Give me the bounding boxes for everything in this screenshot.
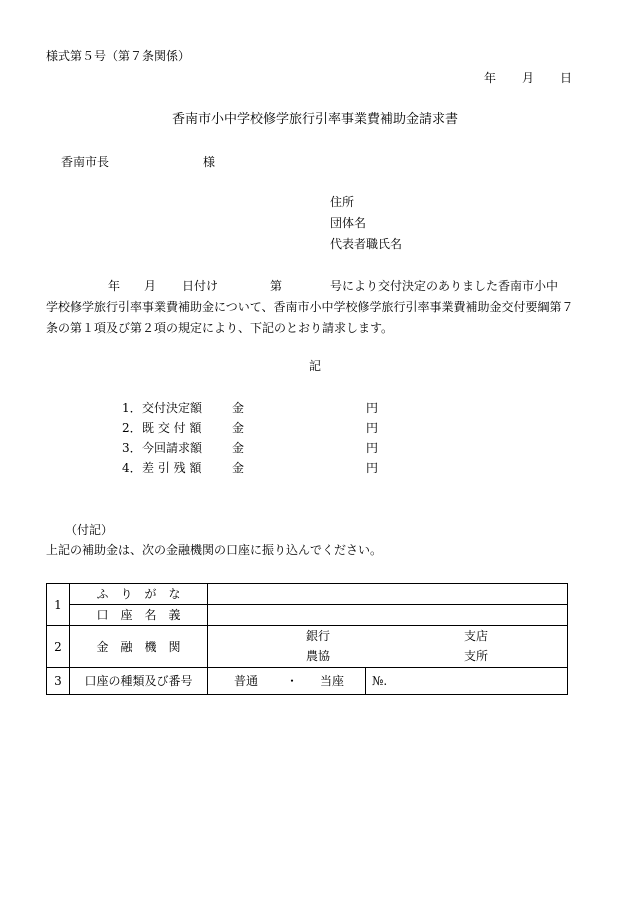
date-day: 日 (560, 71, 573, 85)
amount-yen: 円 (366, 461, 379, 475)
addressee-honorific: 様 (203, 155, 216, 169)
table-row (47, 668, 568, 695)
amount-kin: 金 (232, 441, 245, 455)
ki-heading: 記 (308, 359, 321, 373)
amount-number: 1． (122, 401, 142, 415)
body-line-1 (46, 276, 582, 297)
table-row (47, 605, 568, 626)
cell-divider (365, 668, 366, 694)
agri-branch-suffix: 支所 (464, 649, 489, 663)
date-line (484, 70, 572, 86)
amount-number: 2． (122, 421, 142, 435)
financial-institution-label: 金 融 機 関 (70, 626, 208, 668)
bank-account-table (46, 583, 568, 695)
table-row (47, 584, 568, 605)
date-month: 月 (522, 71, 535, 85)
body-line1-rest: 号により交付決定のありました香南市小中 (330, 279, 559, 293)
branch-suffix: 支店 (464, 629, 489, 643)
sender-representative-label: 代表者職氏名 (330, 237, 403, 251)
note-text: 上記の補助金は、次の金融機関の口座に振り込んでください。 (46, 543, 383, 557)
furigana-field[interactable] (208, 584, 568, 605)
amount-yen: 円 (366, 401, 379, 415)
current-option[interactable]: 当座 (320, 674, 345, 688)
body-month: 月 (144, 279, 157, 293)
amount-label: 差 引 残 額 (142, 461, 202, 475)
addressee-name: 香南市長 (61, 155, 110, 169)
sender-organization-label: 団体名 (330, 216, 367, 230)
note-title: （付記） (65, 523, 114, 537)
amount-label: 今回請求額 (142, 441, 203, 455)
body-year: 年 (108, 279, 121, 293)
amount-list (122, 400, 379, 480)
amount-row (122, 400, 379, 420)
request-body (46, 276, 582, 339)
account-holder-label: 口 座 名 義 (70, 605, 208, 626)
financial-institution-field[interactable] (208, 626, 568, 668)
ordinary-option[interactable]: 普通 (234, 674, 259, 688)
addressee (61, 154, 215, 170)
amount-yen: 円 (366, 421, 379, 435)
form-number: 様式第５号（第７条関係） (46, 49, 191, 63)
row-number: 2 (47, 626, 70, 668)
furigana-label: ふ り が な (70, 584, 208, 605)
amount-row (122, 420, 379, 440)
account-holder-field[interactable] (208, 605, 568, 626)
amount-kin: 金 (232, 461, 245, 475)
row-number: 1 (47, 584, 70, 626)
body-line-2: 学校修学旅行引率事業費補助金について、香南市小中学校修学旅行引率事業費補助金交付要綱第７ (46, 300, 574, 314)
amount-number: 4． (122, 461, 142, 475)
date-year: 年 (484, 71, 497, 85)
account-type-field (208, 668, 568, 695)
account-type-label: 口座の種類及び番号 (70, 668, 208, 695)
body-number-prefix: 第 (270, 279, 283, 293)
body-date-suffix: 日付け (182, 279, 219, 293)
amount-number: 3． (122, 441, 142, 455)
row-number: 3 (47, 668, 70, 695)
sender-address-label: 住所 (330, 195, 355, 209)
account-number-label: №. (372, 674, 388, 688)
amount-kin: 金 (232, 421, 245, 435)
document-title: 香南市小中学校修学旅行引率事業費補助金請求書 (171, 112, 458, 127)
sender-block (330, 194, 402, 257)
separator-dot: ・ (286, 674, 299, 688)
table-row (47, 626, 568, 668)
amount-label: 既 交 付 額 (142, 421, 202, 435)
amount-row (122, 440, 379, 460)
body-line-3: 条の第１項及び第２項の規定により、下記のとおり請求します。 (46, 321, 394, 335)
agri-coop-suffix: 農協 (306, 649, 331, 663)
amount-yen: 円 (366, 441, 379, 455)
amount-label: 交付決定額 (142, 401, 203, 415)
bank-suffix: 銀行 (306, 629, 331, 643)
amount-kin: 金 (232, 401, 245, 415)
amount-row (122, 460, 379, 480)
